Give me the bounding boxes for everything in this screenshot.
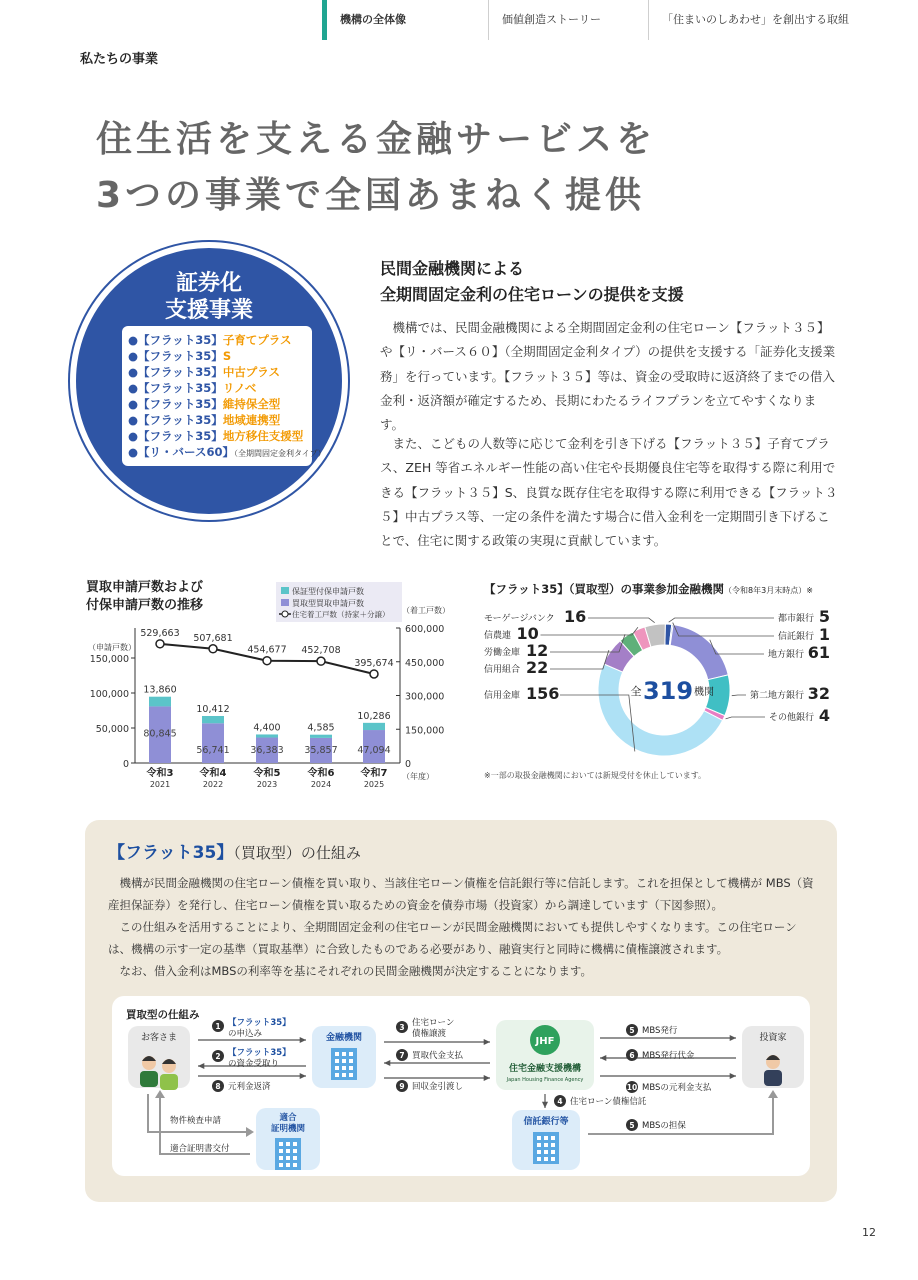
building-window: [544, 1143, 548, 1147]
arrow-trust-head: [542, 1102, 548, 1108]
arrow-collection-head: [484, 1075, 490, 1081]
building-window: [544, 1150, 548, 1154]
building-window: [335, 1052, 339, 1056]
product-item-reverse60: ●【リ・バース60】（全期間固定金利タイプ）: [128, 445, 326, 459]
category-year-label: 2025: [363, 780, 385, 789]
x-unit-label: （年度）: [402, 772, 434, 781]
donut-name-label: その他銀行: [768, 713, 814, 723]
bar-label-guarantee: 10,412: [196, 703, 230, 715]
category-year-label: 2021: [149, 780, 171, 789]
support-title-line-1: 民間金融機関による: [380, 259, 525, 278]
donut-name-label: 信用金庫: [484, 691, 521, 701]
legend-label-guarantee: 保証型付保申請戸数: [292, 587, 364, 596]
starts-value-label: 452,708: [301, 645, 341, 657]
right-tick-label: 600,000: [405, 624, 445, 635]
support-paragraph-1: 機構では、民間金融機関による全期間固定金利の住宅ローン【フラット３５】や【リ・バース６０】（全期間固定金利タイプ）の提供を支援する「証券化支援業務」を行っています。【フラット３５】等は、資金の受取時に返済終了までの借入金利・返済額が確定するため、長期にわたるライフプランを立てやすくなります。: [380, 320, 836, 433]
legend-marker-starts: [282, 611, 288, 617]
donut-slice: [670, 625, 728, 680]
investor-label: 投資家: [759, 1033, 787, 1043]
s5b-number: 5: [629, 1121, 635, 1130]
headline-line-2: 3つの事業で全国あまねく提供: [96, 175, 646, 216]
building-window: [342, 1066, 346, 1070]
bar-guarantee: [256, 734, 278, 737]
inspection-label: 物件検査申請: [170, 1116, 222, 1126]
building-window: [342, 1059, 346, 1063]
support-title: [380, 256, 684, 308]
s7-number: 7: [399, 1051, 405, 1060]
circle-title-line-2: 支援事業: [164, 298, 253, 323]
donut-name-label: 信用組合: [484, 665, 521, 675]
donut-name-label: 信農連: [484, 631, 512, 641]
bar-label-purchase: 35,857: [304, 745, 338, 756]
donut-name-label: 第二地方銀行: [749, 691, 804, 701]
starts-value-label: 507,681: [193, 632, 233, 644]
building-window: [293, 1149, 297, 1153]
s5b-label: MBSの担保: [642, 1121, 686, 1131]
building-window: [551, 1157, 555, 1161]
building-window: [349, 1052, 353, 1056]
donut-name-label: モーゲージバンク: [484, 614, 555, 624]
s2-label-2: の資金受取り: [228, 1059, 280, 1069]
building-window: [544, 1136, 548, 1140]
s6-label: MBS発行代金: [642, 1051, 695, 1061]
building-window: [349, 1066, 353, 1070]
legend-swatch-purchase: [281, 599, 289, 606]
s3-label-2: 債権譲渡: [412, 1029, 447, 1039]
page-number: 12: [862, 1226, 876, 1239]
donut-value-label: 156: [526, 684, 560, 703]
starts-value-label: 529,663: [140, 627, 180, 639]
donut-leader-line: [550, 650, 609, 669]
donut-name-label: 地方銀行: [767, 650, 804, 660]
bank-label: 金融機関: [325, 1033, 363, 1043]
left-axis-label: （申請戸数）: [88, 643, 136, 652]
building-window: [293, 1156, 297, 1160]
donut-total-prefix: 全: [630, 685, 642, 698]
circle-title-line-1: 証券化: [175, 271, 242, 296]
page-headline: [96, 112, 656, 224]
s3-number: 3: [399, 1023, 405, 1032]
s10-number: 10: [626, 1083, 638, 1092]
trust-building-icon: [533, 1132, 559, 1164]
bar-chart-legend: [276, 582, 402, 622]
donut-total-value: 319: [642, 677, 694, 705]
jhf-label: 住宅金融支援機構: [508, 1064, 582, 1074]
building-window: [335, 1059, 339, 1063]
starts-point: [263, 657, 271, 665]
jhf-logo-text: JHF: [535, 1036, 555, 1047]
investor-icon: [764, 1055, 782, 1086]
category-year-label: 2024: [310, 780, 332, 789]
bar-label-purchase: 47,094: [357, 745, 391, 756]
person-body: [764, 1070, 782, 1086]
arrow-mbs-issue-head: [730, 1035, 736, 1041]
top-nav: [322, 0, 918, 40]
building-window: [551, 1143, 555, 1147]
building-window: [279, 1149, 283, 1153]
support-title-line-2: 全期間固定金利の住宅ローンの提供を支援: [380, 285, 684, 304]
building-window: [293, 1142, 297, 1146]
product-item: ●【フラット35】中古プラス: [128, 365, 280, 379]
building-window: [537, 1157, 541, 1161]
mechanism-title-sub: （買取型）の仕組み: [233, 844, 361, 862]
starts-point: [317, 657, 325, 665]
donut-leader-line: [732, 695, 746, 696]
nav-item-value-story[interactable]: 価値創造ストーリー: [502, 13, 601, 26]
donut-name-label: 都市銀行: [777, 614, 814, 624]
conformity-building-icon: [275, 1138, 301, 1170]
left-tick-label: 50,000: [95, 724, 129, 735]
category-label: 令和3: [146, 768, 174, 779]
building-window: [551, 1136, 555, 1140]
s4-number: 4: [557, 1097, 563, 1106]
bar-chart-title-line-1: 買取申請戸数および: [86, 580, 204, 595]
s8-number: 8: [215, 1082, 221, 1091]
mechanism-title: [108, 838, 361, 863]
building-window: [279, 1163, 283, 1167]
building-window: [279, 1142, 283, 1146]
inspection-line: [148, 1094, 250, 1132]
product-item: ●【フラット35】子育てプラス: [128, 333, 292, 347]
circle-title: [76, 270, 342, 324]
product-item: ●【フラット35】地域連携型: [128, 413, 281, 427]
s1-label-2: の申込み: [228, 1029, 263, 1039]
donut-leader-line: [669, 618, 774, 622]
bar-guarantee: [310, 735, 332, 738]
starts-point: [156, 640, 164, 648]
product-item: ●【フラット35】S: [128, 349, 232, 363]
building-window: [537, 1143, 541, 1147]
legend-label-starts: 住宅着工戸数（持家＋分譲）: [292, 610, 390, 619]
arrow-repayment-head: [300, 1073, 306, 1079]
category-label: 令和6: [307, 768, 335, 779]
building-window: [335, 1073, 339, 1077]
bar-label-guarantee: 4,585: [307, 722, 335, 734]
building-window: [335, 1066, 339, 1070]
flow-title: 買取型の仕組み: [126, 1009, 200, 1021]
donut-leader-line: [588, 618, 655, 623]
mechanism-paragraph-3: なお、借入金利はMBSの利率等を基にそれぞれの民間金融機関が決定することになります。: [119, 964, 592, 978]
s8-label: 元利金返済: [228, 1082, 271, 1092]
donut-leader-line: [726, 717, 765, 719]
building-window: [286, 1149, 290, 1153]
legend-label-purchase: 買取型買取申請戸数: [292, 599, 364, 608]
left-tick-label: 100,000: [89, 689, 129, 700]
arrow-transfer-head: [484, 1039, 490, 1045]
arrow-funds-head: [198, 1063, 204, 1069]
s5a-label: MBS発行: [642, 1026, 678, 1036]
bar-guarantee: [202, 716, 224, 723]
donut-value-label: 1: [818, 625, 830, 644]
donut-title: [484, 581, 813, 597]
arrow-application-head: [300, 1037, 306, 1043]
building-window: [551, 1150, 555, 1154]
donut-footnote: ※一部の取扱金融機関においては新規受付を休止しています。: [484, 771, 707, 780]
s1-number: 1: [215, 1022, 221, 1031]
donut-value-label: 32: [807, 684, 830, 703]
category-label: 令和7: [360, 768, 388, 779]
mechanism-paragraph-2: この仕組みを活用することにより、全期間固定金利の住宅ローンが民間金融機関においても提供しやすくなります。この住宅ローンは、機構の示す一定の基準（買取基準）に合致したものである必要があり、融資実行と同時に機構に債権譲渡されます。: [108, 920, 797, 956]
donut-total-unit: 機関: [694, 687, 714, 698]
building-window: [279, 1156, 283, 1160]
bar-guarantee: [149, 697, 171, 707]
s10-label: MBSの元利金支払: [642, 1083, 712, 1093]
bar-guarantee: [363, 723, 385, 730]
donut-value-label: 61: [807, 643, 830, 662]
donut-value-label: 12: [526, 641, 549, 660]
category-label: 令和5: [253, 768, 281, 779]
donut-value-label: 4: [818, 706, 830, 725]
nav-divider: [648, 0, 649, 40]
s9-number: 9: [399, 1082, 405, 1091]
right-tick-label: 450,000: [405, 657, 445, 669]
right-tick-label: 0: [405, 759, 412, 770]
headline-line-1: 住生活を支える金融サービスを: [96, 119, 657, 160]
trust-label: 信託銀行等: [523, 1117, 569, 1127]
s2-number: 2: [215, 1052, 221, 1061]
bar-label-guarantee: 13,860: [143, 684, 177, 696]
mechanism-paragraph-1: 機構が民間金融機関の住宅ローン債権を買い取り、当該住宅ローン債権を信託銀行等に信託します。これを担保として機構が MBS（資産担保証券）を発行し、住宅ローン債権を買い取るための資金を債券市場（投資家）から調達しています（下図参照）。: [108, 876, 814, 912]
bar-chart-title-line-2: 付保申請戸数の推移: [86, 598, 204, 613]
bar-label-guarantee: 4,400: [253, 722, 281, 734]
arrow-purchase-payment-head: [384, 1060, 390, 1066]
customer-icon-1: [140, 1056, 158, 1087]
bar-label-purchase: 56,741: [196, 745, 230, 756]
product-item: ●【フラット35】地方移住支援型: [128, 429, 304, 443]
certificate-line-head: [155, 1090, 165, 1098]
building-window: [537, 1150, 541, 1154]
customer-icon-2: [160, 1059, 178, 1090]
section-label: 私たちの事業: [80, 52, 159, 67]
nav-divider: [488, 0, 489, 40]
inspection-line-head: [246, 1127, 254, 1137]
building-window: [349, 1073, 353, 1077]
starts-point: [209, 645, 217, 653]
mechanism-title-main: 【フラット35】: [108, 843, 234, 863]
bar-label-guarantee: 10,286: [357, 710, 391, 722]
building-window: [349, 1059, 353, 1063]
donut-name-label: 労働金庫: [484, 648, 521, 658]
category-label: 令和4: [199, 768, 227, 779]
building-window: [342, 1052, 346, 1056]
s5a-number: 5: [629, 1026, 635, 1035]
customer-label: お客さま: [140, 1033, 178, 1043]
left-tick-label: 0: [122, 759, 129, 770]
bar-label-purchase: 36,383: [250, 745, 284, 756]
s2-label-1: 【フラット35】: [228, 1048, 291, 1058]
s7-label: 買取代金支払: [412, 1051, 464, 1061]
building-window: [293, 1163, 297, 1167]
right-axis-label: （着工戸数）: [402, 606, 450, 615]
s6-number: 6: [629, 1051, 635, 1060]
donut-value-label: 10: [516, 624, 539, 643]
donut-name-label: 信託銀行: [777, 632, 814, 642]
category-year-label: 2023: [256, 780, 278, 789]
building-window: [544, 1157, 548, 1161]
institutions-donut-chart: [470, 598, 850, 768]
donut-title-main: 【フラット35】（買取型）の事業参加金融機関: [484, 582, 725, 596]
bank-building-icon: [331, 1048, 357, 1080]
legend-swatch-guarantee: [281, 587, 289, 594]
category-year-label: 2022: [202, 780, 224, 789]
donut-title-note: （令和8年3月末時点）※: [724, 586, 813, 595]
person-body: [140, 1071, 158, 1087]
s4-label: 住宅ローン債権信託: [570, 1097, 647, 1107]
building-window: [286, 1156, 290, 1160]
securitization-support-circle: [70, 242, 348, 520]
building-window: [537, 1136, 541, 1140]
building-window: [286, 1142, 290, 1146]
nav-item-initiatives[interactable]: 「住まいのしあわせ」を創出する取組: [662, 13, 849, 26]
donut-value-label: 16: [564, 607, 587, 626]
starts-point: [370, 670, 378, 678]
certificate-label: 適合証明書交付: [170, 1144, 230, 1154]
arrow-mbs-proceeds-head: [600, 1055, 606, 1061]
jhf-label-en: Japan Housing Finance Agency: [506, 1077, 584, 1083]
nav-item-overview[interactable]: 機構の全体像: [340, 13, 406, 26]
arrow-mbs-payments-head: [730, 1073, 736, 1079]
application-bar-chart: [80, 580, 460, 792]
starts-value-label: 454,677: [247, 644, 287, 656]
starts-value-label: 395,674: [354, 657, 394, 669]
s3-label-1: 住宅ローン: [412, 1018, 455, 1028]
product-item: ●【フラット35】維持保全型: [128, 397, 281, 411]
s9-label: 回収金引渡し: [412, 1082, 464, 1092]
building-window: [286, 1163, 290, 1167]
donut-value-label: 22: [526, 658, 549, 677]
product-item: ●【フラット35】リノベ: [128, 381, 257, 395]
nav-active-indicator: [322, 0, 327, 40]
collateral-line-head: [768, 1090, 778, 1098]
donut-value-label: 5: [818, 607, 830, 626]
conformity-label-1: 適合: [279, 1113, 297, 1123]
person-body: [160, 1074, 178, 1090]
building-window: [342, 1073, 346, 1077]
conformity-label-2: 証明機関: [270, 1124, 306, 1134]
bar-purchase: [202, 723, 224, 763]
donut-leader-line: [541, 627, 638, 635]
left-tick-label: 150,000: [89, 654, 129, 665]
s1-label-1: 【フラット35】: [228, 1018, 291, 1028]
right-tick-label: 150,000: [405, 725, 445, 737]
bar-label-purchase: 80,845: [143, 728, 177, 740]
support-paragraph-2: また、こどもの人数等に応じて金利を引き下げる【フラット３５】子育てプラス、ZEH 等省エネルギー性能の高い住宅や長期優良住宅等を取得する際に利用できる【フラット３５】S、良質な既存住宅を取得する際に利用できる【フラット３５】中古プラス等、一定の条件を満たす場合に借入金利を一定期間引き下げることで、住宅に関する政策の実現に貢献しています。: [380, 436, 838, 549]
purchase-mechanism-diagram: [112, 996, 810, 1176]
right-tick-label: 300,000: [405, 691, 445, 703]
product-list: [122, 326, 326, 466]
